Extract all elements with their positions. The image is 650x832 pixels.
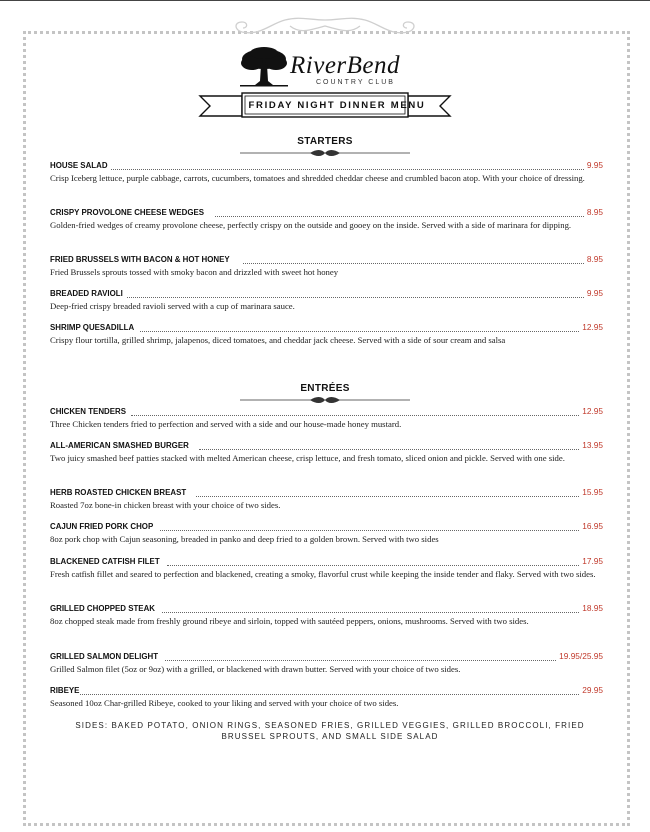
oak-tree-logo-icon [240, 47, 288, 87]
item-price: 8.95 [586, 207, 603, 217]
leader-dots [167, 564, 579, 566]
leader-dots [160, 529, 579, 531]
leader-dots [111, 168, 584, 170]
leader-dots [127, 296, 584, 298]
item-price: 29.95 [582, 685, 603, 695]
sides-note: SIDES: BAKED POTATO, ONION RINGS, SEASONED FRIES, GRILLED VEGGIES, GRILLED BROCCOLI, FRIED BRUSSEL SPROUTS, AND SMALL SIDE SALAD [75, 721, 585, 741]
item-price: 17.95 [582, 556, 603, 566]
item-description: Roasted 7oz bone-in chicken breast with your choice of two sides. [50, 500, 281, 510]
item-price: 12.95 [582, 322, 603, 332]
item-price: 13.95 [582, 440, 603, 450]
item-name: CAJUN FRIED PORK CHOP [50, 521, 154, 531]
menu-item [50, 322, 603, 347]
item-description: Three Chicken tenders fried to perfection and served with a side and our house-made honey mustard. [50, 419, 402, 429]
menu-item [50, 685, 603, 710]
item-description: Two juicy smashed beef patties stacked with melted American cheese, crisp lettuce, and fresh tomato, sliced onion and pickle. Served with one side. [50, 453, 565, 463]
leader-dots [131, 414, 580, 416]
item-description: Crisp Iceberg lettuce, purple cabbage, carrots, cucumbers, tomatoes and shredded cheddar cheese and crumbled bacon atop. With your choice of dressing. [50, 173, 585, 183]
item-description: Grilled Salmon filet (5oz or 9oz) with a grilled, or blackened with drawn butter. Served with your choice of two sides. [50, 664, 461, 674]
item-price: 12.95 [582, 406, 603, 416]
menu-item [50, 440, 603, 465]
item-price: 9.95 [586, 288, 603, 298]
item-price: 18.95 [582, 603, 603, 613]
leader-dots [199, 448, 579, 450]
item-description: Deep-fried crispy breaded ravioli served with a cup of marinara sauce. [50, 301, 295, 311]
menu-item [50, 603, 603, 628]
item-price: 19.95/25.95 [559, 651, 603, 661]
item-name: FRIED BRUSSELS WITH BACON & HOT HONEY [50, 254, 230, 264]
menu-item [50, 207, 603, 232]
leader-dots [80, 693, 579, 695]
item-description: Fried Brussels sprouts tossed with smoky bacon and drizzled with sweet hot honey [50, 267, 339, 277]
leader-dots [165, 659, 556, 661]
item-price: 8.95 [586, 254, 603, 264]
logo-subtitle: COUNTRY CLUB [316, 79, 395, 86]
item-name: SHRIMP QUESADILLA [50, 322, 135, 332]
item-name: BLACKENED CATFISH FILET [50, 556, 160, 566]
item-name: CHICKEN TENDERS [50, 406, 127, 416]
item-description: Seasoned 10oz Char-grilled Ribeye, cooked to your liking and served with your choice of two sides. [50, 698, 399, 708]
item-name: ALL-AMERICAN SMASHED BURGER [50, 440, 189, 450]
top-flourish-ornament [230, 14, 420, 46]
item-name: BREADED RAVIOLI [50, 288, 123, 298]
item-name: GRILLED SALMON DELIGHT [50, 651, 159, 661]
menu-item [50, 406, 603, 431]
menu-item [50, 288, 603, 313]
leader-dots [243, 262, 584, 264]
item-price: 16.95 [582, 521, 603, 531]
menu-item [50, 556, 603, 581]
item-price: 9.95 [586, 160, 603, 170]
item-name: CRISPY PROVOLONE CHEESE WEDGES [50, 207, 205, 217]
entrees-heading: ENTRÉES [300, 383, 350, 394]
item-description: Fresh catfish fillet and seared to perfection and blackened, creating a smoky, flavorful crust while keeping the inside tender and flaky. Served with two sides. [50, 569, 596, 579]
logo-wordmark: RiverBend [290, 52, 401, 79]
leader-dots [162, 611, 579, 613]
menu-item [50, 487, 603, 512]
top-border-line [0, 0, 650, 1]
menu-header [0, 44, 650, 124]
menu-title: FRIDAY NIGHT DINNER MENU [248, 100, 426, 111]
item-price: 15.95 [582, 487, 603, 497]
item-name: GRILLED CHOPPED STEAK [50, 603, 155, 613]
leader-dots [215, 215, 583, 217]
starters-heading: STARTERS [297, 136, 353, 147]
menu-item [50, 521, 603, 546]
starters-divider-ornament [240, 149, 410, 157]
item-description: Crispy flour tortilla, grilled shrimp, jalapenos, diced tomatoes, and cheddar jack cheese. Served with a side of sour cream and salsa [50, 335, 506, 345]
item-description: 8oz pork chop with Cajun seasoning, breaded in panko and deep fried to a golden brown. Served with two sides [50, 534, 439, 544]
item-description: 8oz chopped steak made from freshly ground ribeye and sirloin, topped with sautéed peppers, onions, mushrooms. Served with two sides. [50, 616, 529, 626]
item-name: RIBEYE [50, 685, 80, 695]
menu-item [50, 651, 603, 676]
menu-item [50, 160, 603, 185]
item-name: HOUSE SALAD [50, 160, 108, 170]
item-name: HERB ROASTED CHICKEN BREAST [50, 487, 187, 497]
item-description: Golden-fried wedges of creamy provolone cheese, perfectly crispy on the outside and gooey on the inside. Served with a side of marinara for dipping. [50, 220, 572, 230]
leader-dots [140, 330, 580, 332]
menu-item [50, 254, 603, 279]
leader-dots [196, 495, 579, 497]
entrees-divider-ornament [240, 396, 410, 404]
